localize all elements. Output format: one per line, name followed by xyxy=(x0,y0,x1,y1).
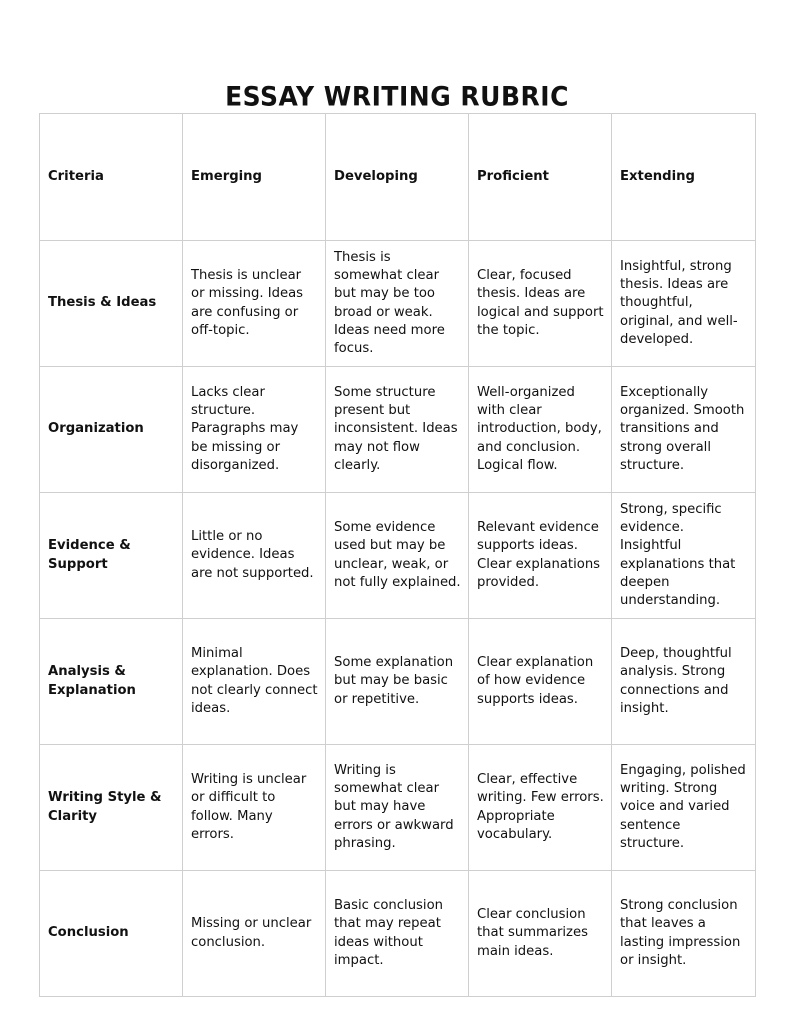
criteria-cell: Organization xyxy=(40,367,183,493)
criteria-cell: Analysis & Explanation xyxy=(40,619,183,745)
extending-cell: Deep, thoughtful analysis. Strong connections and insight. xyxy=(612,619,756,745)
header-extending: Extending xyxy=(612,114,756,241)
header-emerging: Emerging xyxy=(183,114,326,241)
proficient-cell: Relevant evidence supports ideas. Clear explanations provided. xyxy=(469,493,612,619)
proficient-cell: Clear, focused thesis. Ideas are logical and support the topic. xyxy=(469,241,612,367)
extending-cell: Strong conclusion that leaves a lasting impression or insight. xyxy=(612,871,756,997)
criteria-cell: Thesis & Ideas xyxy=(40,241,183,367)
header-criteria: Criteria xyxy=(40,114,183,241)
emerging-cell: Thesis is unclear or missing. Ideas are confusing or off-topic. xyxy=(183,241,326,367)
proficient-cell: Clear conclusion that summarizes main ideas. xyxy=(469,871,612,997)
proficient-cell: Clear explanation of how evidence supports ideas. xyxy=(469,619,612,745)
header-proficient: Proficient xyxy=(469,114,612,241)
page-title: ESSAY WRITING RUBRIC xyxy=(225,80,569,113)
developing-cell: Some evidence used but may be unclear, weak, or not fully explained. xyxy=(326,493,469,619)
criteria-cell: Writing Style & Clarity xyxy=(40,745,183,871)
extending-cell: Engaging, polished writing. Strong voice and varied sentence structure. xyxy=(612,745,756,871)
emerging-cell: Writing is unclear or difficult to follow. Many errors. xyxy=(183,745,326,871)
developing-cell: Some explanation but may be basic or repetitive. xyxy=(326,619,469,745)
rubric-table xyxy=(39,113,756,997)
proficient-cell: Clear, effective writing. Few errors. Appropriate vocabulary. xyxy=(469,745,612,871)
table-row xyxy=(40,367,756,493)
developing-cell: Basic conclusion that may repeat ideas without impact. xyxy=(326,871,469,997)
emerging-cell: Lacks clear structure. Paragraphs may be missing or disorganized. xyxy=(183,367,326,493)
criteria-cell: Evidence & Support xyxy=(40,493,183,619)
table-row xyxy=(40,619,756,745)
table-row xyxy=(40,871,756,997)
emerging-cell: Little or no evidence. Ideas are not supported. xyxy=(183,493,326,619)
header-row xyxy=(40,114,756,241)
table-row xyxy=(40,493,756,619)
header-developing: Developing xyxy=(326,114,469,241)
developing-cell: Thesis is somewhat clear but may be too broad or weak. Ideas need more focus. xyxy=(326,241,469,367)
extending-cell: Exceptionally organized. Smooth transitions and strong overall structure. xyxy=(612,367,756,493)
developing-cell: Some structure present but inconsistent. Ideas may not flow clearly. xyxy=(326,367,469,493)
table-row xyxy=(40,241,756,367)
developing-cell: Writing is somewhat clear but may have errors or awkward phrasing. xyxy=(326,745,469,871)
extending-cell: Strong, specific evidence. Insightful explanations that deepen understanding. xyxy=(612,493,756,619)
emerging-cell: Missing or unclear conclusion. xyxy=(183,871,326,997)
table-row xyxy=(40,745,756,871)
extending-cell: Insightful, strong thesis. Ideas are thoughtful, original, and well-developed. xyxy=(612,241,756,367)
emerging-cell: Minimal explanation. Does not clearly connect ideas. xyxy=(183,619,326,745)
criteria-cell: Conclusion xyxy=(40,871,183,997)
proficient-cell: Well-organized with clear introduction, body, and conclusion. Logical flow. xyxy=(469,367,612,493)
